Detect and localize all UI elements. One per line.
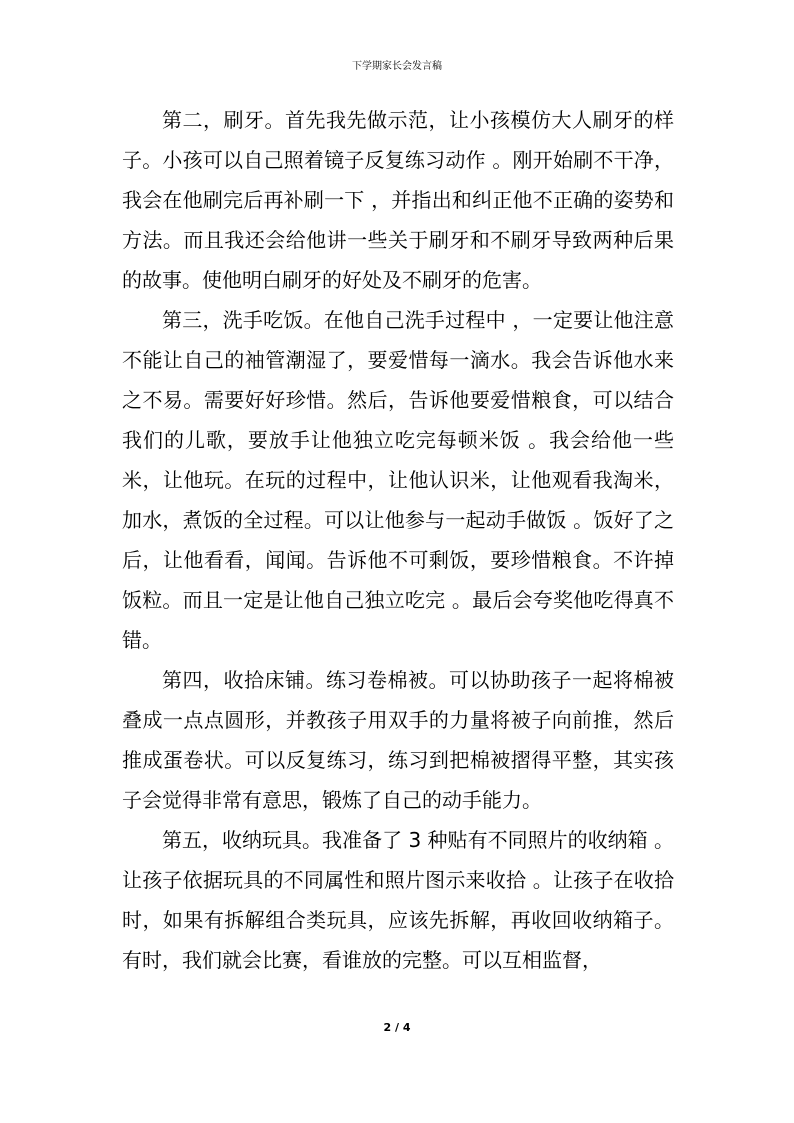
page-header: 下学期家长会发言稿 (352, 61, 442, 72)
paragraph-making-bed: 第四，收拾床铺。练习卷棉被。可以协助孩子一起将棉被叠成一点点圆形，并教孩子用双手的力量将被子向前推，然后推成蛋卷状。可以反复练习，练习到把棉被摺得平整，其实孩子会觉得非常有意思，锻炼了自己的动手能力。 (122, 668, 674, 812)
page-number: 2 / 4 (383, 1021, 411, 1034)
paragraph-brushing-teeth: 第二，刷牙。首先我先做示范，让小孩模仿大人刷牙的样子。小孩可以自己照着镜子反复练习动作 。刚开始刷不干净，我会在他刷完后再补刷一下 ，并指出和纠正他不正确的姿势和方法。而且我还会给他讲一些关于刷牙和不刷牙导致两种后果的故事。使他明白刷牙的好处及不刷牙的危害。 (122, 108, 674, 292)
document-body (122, 100, 674, 980)
paragraph-washing-hands-eating: 第三，洗手吃饭。在他自己洗手过程中 ，一定要让他注意不能让自己的袖管潮湿了，要爱惜每一滴水。我会告诉他水来之不易。需要好好珍惜。然后，告诉他要爱惜粮食，可以结合我们的儿歌，要放手让他独立吃完每顿米饭 。我会给他一些米，让他玩。在玩的过程中，让他认识米，让他观看我淘米，加水，煮饭的全过程。可以让他参与一起动手做饭 。饭好了之后，让他看看，闻闻。告诉他不可剩饭，要珍惜粮食。不许掉饭粒。而且一定是让他自己独立吃完 。最后会夸奖他吃得真不错。 (122, 308, 674, 652)
paragraph-storing-toys: 第五，收纳玩具。我准备了 3 种贴有不同照片的收纳箱 。让孩子依据玩具的不同属性和照片图示来收拾 。让孩子在收拾时，如果有拆解组合类玩具，应该先拆解，再收回收纳箱子。有时，我们就会比赛，看谁放的完整。可以互相监督， (122, 828, 674, 972)
